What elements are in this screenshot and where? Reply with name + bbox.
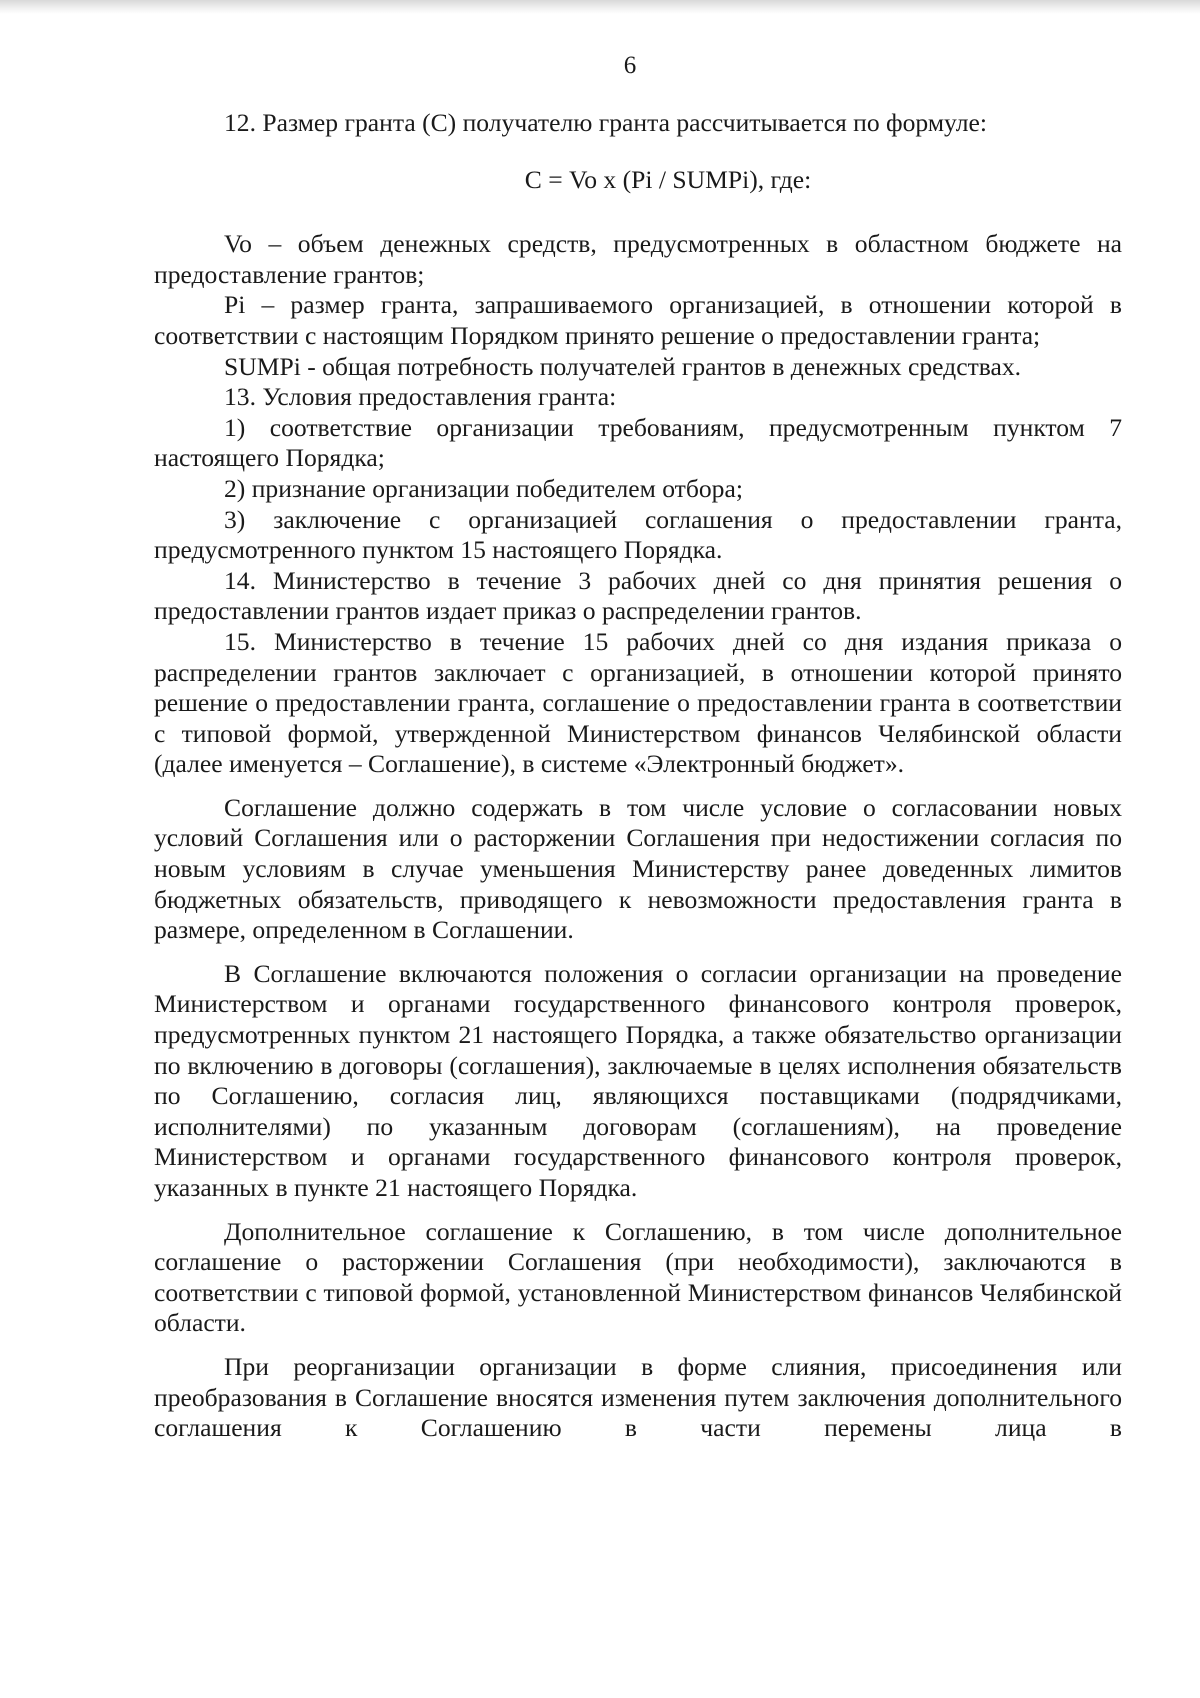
paragraph-15: 15. Министерство в течение 15 рабочих дней со дня издания приказа о распределении грантов заключает с организацией, в отношении которой принято решение о предоставлении гранта, соглашение о предоставлении гранта в соответствии с типовой формой, утвержденной Министерством финансов Челябинской области (далее именуется – Соглашение), в системе «Электронный бюджет». <box>154 626 1122 779</box>
paragraph-12-intro: 12. Размер гранта (С) получателю гранта рассчитывается по формуле: <box>224 108 987 137</box>
page-number: 6 <box>623 52 637 79</box>
paragraph-reorganization: При реорганизации организации в форме слияния, присоединения или преобразования в Соглашение вносятся изменения путем заключения дополнительного соглашения к Соглашению в части перемены лица в <box>154 1351 1122 1443</box>
definition-sumpi: SUMPi - общая потребность получателей грантов в денежных средствах. <box>224 351 1022 381</box>
paragraph-agreement-terms: Соглашение должно содержать в том числе условие о согласовании новых условий Соглашения или о расторжении Соглашения при недостижении согласия по новым условиям в случае уменьшения Министерству ранее доведенных лимитов бюджетных обязательств, приводящего к невозможности предоставления гранта в размере, определенном в Соглашении. <box>154 792 1122 945</box>
scan-edge <box>0 0 1200 14</box>
condition-3: 3) заключение с организацией соглашения о предоставлении гранта, предусмотренного пунктом 15 настоящего Порядка. <box>154 504 1122 565</box>
paragraph-13-heading: 13. Условия предоставления гранта: <box>224 382 617 412</box>
paragraph-14: 14. Министерство в течение 3 рабочих дней со дня принятия решения о предоставлении грантов издает приказ о распределении грантов. <box>154 565 1122 626</box>
definition-vo: Vo – объем денежных средств, предусмотренных в областном бюджете на предоставление грантов; <box>154 229 1122 289</box>
grant-formula: С = Vo x (Pi / SUMPi), где: <box>524 164 812 194</box>
condition-2: 2) признание организации победителем отбора; <box>224 473 743 503</box>
definition-pi: Pi – размер гранта, запрашиваемого организацией, в отношении которой в соответствии с настоящим Порядком принято решение о предоставлении гранта; <box>154 290 1122 350</box>
paragraph-agreement-provisions: В Соглашение включаются положения о согласии организации на проведение Министерством и органами государственного финансового контроля проверок, предусмотренных пунктом 21 настоящего Порядка, а также обязательство организации по включению в договоры (соглашения), заключаемые в целях исполнения обязательств по Соглашению, согласия лиц, являющихся поставщиками (подрядчиками, исполнителями) по указанным договорам (соглашениям), на проведение Министерством и органами государственного финансового контроля проверок, указанных в пункте 21 настоящего Порядка. <box>154 958 1122 1202</box>
document-body <box>154 108 1122 1444</box>
paragraph-additional-agreement: Дополнительное соглашение к Соглашению, в том числе дополнительное соглашение о расторжении Соглашения (при необходимости), заключаются в соответствии с типовой формой, установленной Министерством финансов Челябинской области. <box>154 1216 1122 1338</box>
condition-1: 1) соответствие организации требованиям, предусмотренным пунктом 7 настоящего Порядка; <box>154 412 1122 473</box>
